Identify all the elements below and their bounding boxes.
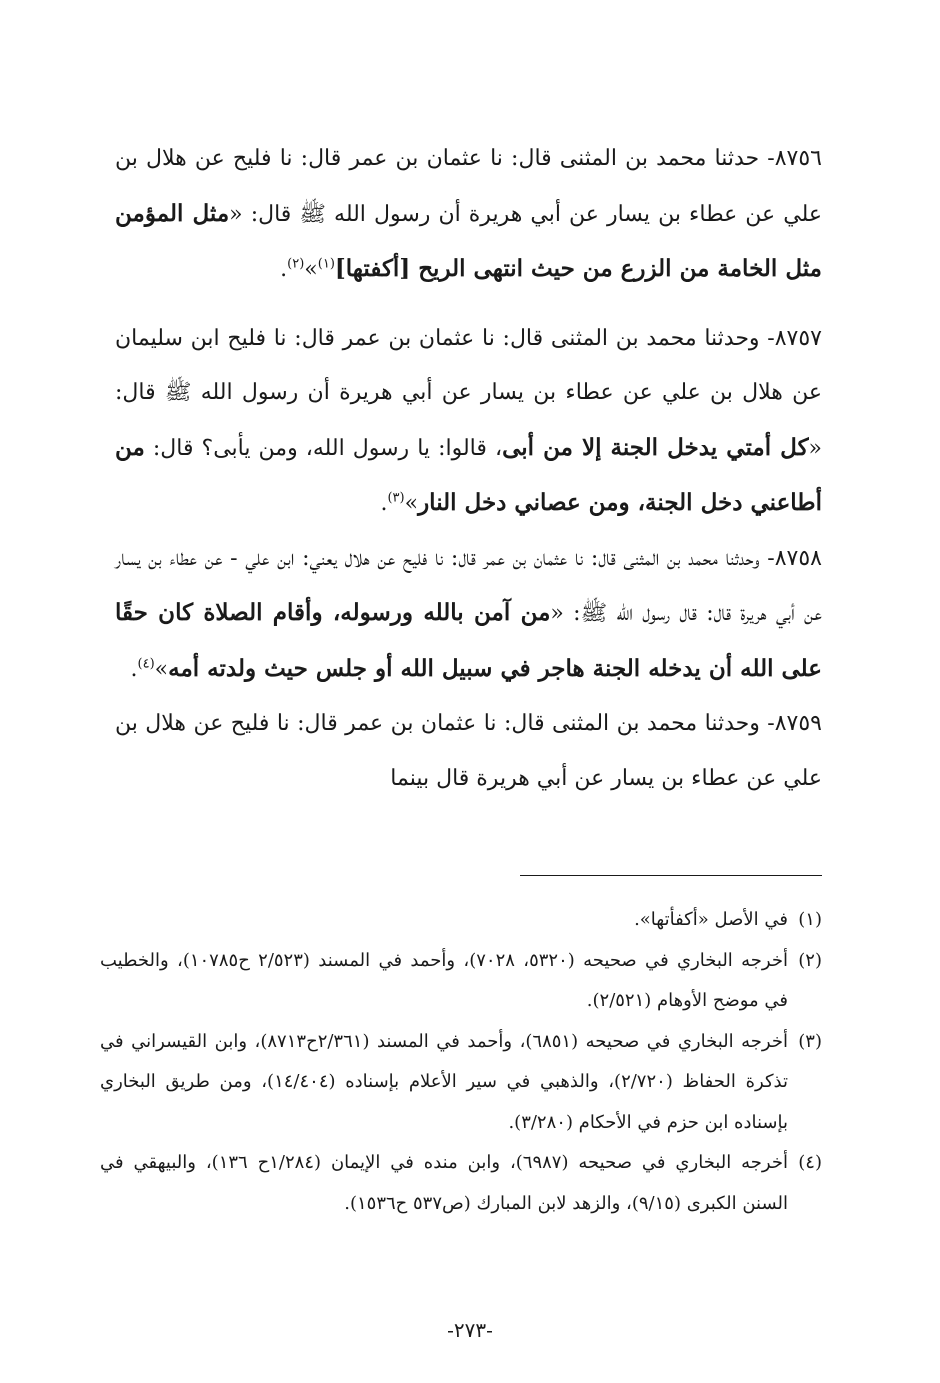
footnote-number: (١)	[798, 909, 822, 930]
hadith-number: ٨٧٥٧	[774, 325, 822, 351]
hadith-matn: من آمن بالله ورسوله، وأقام الصلاة كان حقًا على الله أن يدخله الجنة هاجر في سبيل الله أو جلس حيث ولدته أمه	[115, 599, 822, 682]
footnote-number: (٢)	[798, 949, 822, 971]
footnote-2	[100, 941, 822, 1022]
period: .	[130, 656, 138, 682]
footnote-text: أخرجه البخاري في صحيحه (٦٨٥١)، وأحمد في المسند (٢/٣٦١ح٨٧١٣)، وابن القيسراني في تذكرة الحفاظ (٢/٧٢٠)، والذهبي في سير الأعلام بإسناده (١٤/٤٠٤)، ومن طريق البخاري بإسناده ابن حزم في الأحكام (٣/٢٨٠).	[100, 1030, 788, 1133]
hadith-matn: من أطاعني دخل الجنة، ومن عصاني دخل النار	[115, 433, 822, 516]
footnote-4	[100, 1143, 822, 1224]
hadith-intro: حدثنا محمد بن المثنى قال: نا عثمان بن عمر قال: نا فليح عن هلال بن علي عن عطاء بن يسار عن أبي هريرة أن رسول الله ﷺ قال: «	[115, 146, 822, 227]
footnote-text: في الأصل «أكفأتها».	[634, 909, 788, 930]
footnote-ref[interactable]: (٤)	[137, 656, 155, 672]
hadith-number: ٨٧٥٨	[774, 545, 822, 571]
hadith-number: ٨٧٥٦	[774, 146, 822, 171]
footnote-text: أخرجه البخاري في صحيحه (٦٩٨٧)، وابن منده في الإيمان (١/٢٨٤ح ١٣٦)، والبيهقي في السنن الكبرى (٩/١٥)، والزهد لابن المبارك (ص٥٣٧ ح١٥٣٦).	[100, 1152, 788, 1214]
hadith-8756: ٨٧٥٦- حدثنا محمد بن المثنى قال: نا عثمان بن عمر قال: نا فليح عن هلال بن علي عن عطاء بن يسار عن أبي هريرة أن رسول الله ﷺ قال: «مثل المؤمن مثل الخامة من الزرع من حيث انتهى الريح [أكفتها]$^{(١)}$»$^{(٢)}$.	[115, 146, 822, 282]
hadith-intro: وحدثنا محمد بن المثنى قال: نا عثمان بن عمر قال: نا فليح ابن سليمان عن هلال بن علي عن عطاء بن يسار عن أبي هريرة أن رسول الله ﷺ قال: «	[115, 325, 822, 461]
hadith-matn: كل أمتي يدخل الجنة إلا من أبى	[502, 433, 809, 461]
quote-close: »	[304, 257, 318, 282]
footnote-number: (٤)	[798, 1152, 822, 1173]
page-number: -٢٧٣-	[447, 1318, 493, 1342]
footnote-ref[interactable]: (٢)	[287, 256, 305, 272]
footnote-1	[100, 900, 822, 941]
quote-close: »	[154, 656, 169, 682]
footnote-text: أخرجه البخاري في صحيحه (٥٣٢٠، ٧٠٢٨)، وأحمد في المسند (٢/٥٢٣ ح١٠٧٨٥)، والخطيب في موضح الأوهام (٢/٥٢١).	[100, 949, 788, 1011]
hadith-intro: وحدثنا محمد بن المثنى قال: نا عثمان بن عمر قال: نا فليح عن هلال يعني: ابن علي - عن عطاء بن يسار عن أبي هريرة قال: قال رسول الله ﷺ: «	[115, 545, 822, 626]
hadith-number: ٨٧٥٩	[774, 711, 822, 736]
footnote-number: (٣)	[798, 1030, 822, 1052]
quote-close: »	[404, 491, 419, 516]
hadith-mid: ، قالوا: يا رسول الله، ومن يأبى؟ قال:	[144, 435, 503, 461]
footnote-separator	[520, 875, 822, 876]
hadith-8757: ٨٧٥٧- وحدثنا محمد بن المثنى قال: نا عثمان بن عمر قال: نا فليح ابن سليمان عن هلال بن علي عن عطاء بن يسار عن أبي هريرة أن رسول الله ﷺ قال: «كل أمتي يدخل الجنة إلا من أبى، قالوا: يا رسول الله، ومن يأبى؟ قال: من أطاعني دخل الجنة، ومن عصاني دخل النار»$^{(٣)}$.	[115, 325, 822, 516]
footnote-ref[interactable]: (١)	[317, 256, 335, 272]
footnotes	[100, 900, 822, 1224]
period: .	[380, 491, 388, 516]
hadith-matn: مثل المؤمن مثل الخامة من الزرع من حيث انتهى الريح [أكفتها]	[115, 199, 822, 282]
footnote-3	[100, 1022, 822, 1144]
hadith-8759: ٨٧٥٩- وحدثنا محمد بن المثنى قال: نا عثمان بن عمر قال: نا فليح عن هلال بن علي عن عطاء بن يسار عن أبي هريرة قال بينما	[115, 711, 822, 791]
footnote-ref[interactable]: (٣)	[387, 490, 405, 506]
hadith-8758: ٨٧٥٨- وحدثنا محمد بن المثنى قال: نا عثمان بن عمر قال: نا فليح عن هلال يعني: ابن علي - عن عطاء بن يسار عن أبي هريرة قال: قال رسول الله ﷺ: «من آمن بالله ورسوله، وأقام الصلاة كان حقًا على الله أن يدخله الجنة هاجر في سبيل الله أو جلس حيث ولدته أمه»$^{(٤)}$.	[115, 545, 822, 682]
hadith-text: وحدثنا محمد بن المثنى قال: نا عثمان بن عمر قال: نا فليح عن هلال بن علي عن عطاء بن يسار عن أبي هريرة قال بينما	[115, 711, 822, 791]
period: .	[280, 257, 288, 282]
main-text	[115, 132, 822, 806]
